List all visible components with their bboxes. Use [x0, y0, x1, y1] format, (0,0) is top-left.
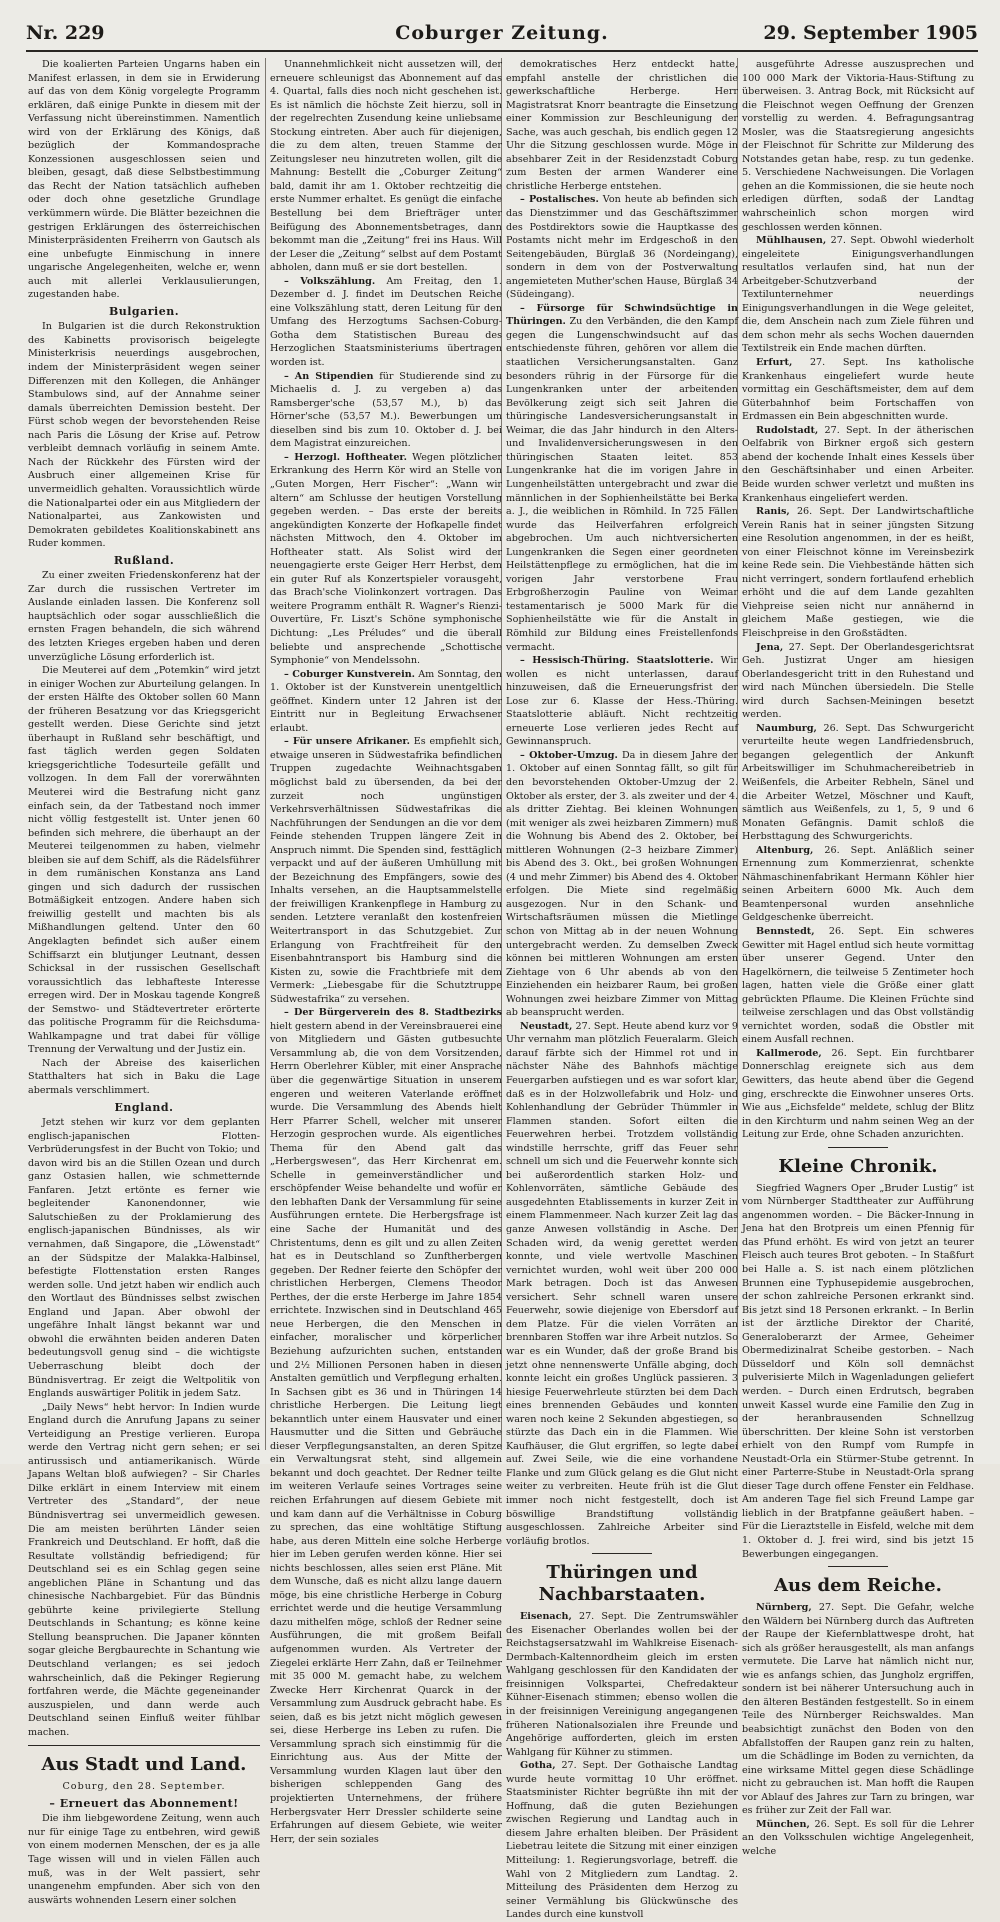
article-paragraph: ausgeführte Adresse auszusprechen und 100 000 Mark der Viktoria-Haus-Stiftung zu überweisen. 3. Antrag Bock, mit Rücksicht auf die Fleischnot wegen Oeffnung der Grenzen vorstellig zu werden. 4. Befragungsantrag Mosler, was die Staatsregierung angesichts der Fleischnot für Schritte zur Milderung des Notstandes getan habe, resp. zu tun gedenke. 5. Verschiedene Nachweisungen. Die Vorlagen gehen an die Kommissionen, die sie heute noch erledigen dürften, sodaß der Landtag wahrscheinlich schon morgen wird geschlossen werden können.: [742, 59, 974, 233]
article-heading: – Erneuert das Abonnement!: [49, 1796, 239, 1810]
article-paragraph: In Bulgarien ist die durch Rekonstruktion des Kabinetts provisorisch beigelegte Ministerkrisis neuerdings ausgebrochen, indem der Ministerpräsident wegen seiner Differenzen mit den Kollegen, die Anhänger Stambulows sind, auf der Annahme seiner damals überreichten Demission besteht. Der Fürst schob wegen der bevorstehenden Reise nach Paris die Lösung der Krise auf. Petrow verbleibt demnach vorläufig in seinem Amte. Nach der Rückkehr des Fürsten wird der Ausbruch einer allgemeinen Krise für unvermeidlich gehalten. Voraussichtlich würde die Nationalpartei oder ein aus Mitgliedern der Nationalpartei, aus Zankowisten und Demokraten gebildetes Koalitionskabinett ans Ruder kommen.: [28, 321, 260, 550]
article-paragraph: „Daily News“ hebt hervor: In Indien wurde England durch die Anrufung Japans zu seiner Verteidigung an Prestige verlieren. Europa werde den Vertrag nicht gern sehen; er sei antirussisch und antiamerikanisch. Würde Japans Weltan bloß aufwiegen? – Sir Charles Dilke erklärt in einem Interview mit einem Vertreter des „Standard“, der neue Bündnisvertrag sei unvermeidlich gewesen. Die am meisten berührten Länder seien Frankreich und Deutschland. Er hofft, daß die Resultate vollständig befriedigend; für Deutschland sei es ein Schlag gegen seine angeblichen Pläne in Schantung und das chinesische Nachbargebiet. Für das Bündnis gebührte keine privilegierte Stellung Deutschlands in Schantung; es könne keine Stellung beanspruchen. Die Japaner könnten sogar gleiche Bergbaurechte in Schantung wie Deutschland verlangen; es sei jedoch wahrscheinlich, daß die Pekinger Regierung fortfahren werde, die Mächte gegeneinander auszuspielen, und dann werde auch Deutschland seinen Einfluß weiter fühlbar machen.: [28, 1401, 260, 1738]
article-text: 26. Sept. Anläßlich seiner Ernennung zum Kommerzienrat, schenkte Nähmaschinenfabrikant Hermann Köhler hier seinen Arbeitern 6000 Mk. Auch dem Beamtenpersonal wurden ansehnliche Geldgeschenke überreicht.: [742, 844, 974, 924]
article-text: 27. Sept. Ins katholische Krankenhaus eingeliefert wurde heute vormittag ein Geschäftsmeister, dem auf dem Güterbahnhof beim Fortschaffen von Erdmassen ein Bein abgeschnitten wurde.: [742, 357, 974, 423]
article-heading: – Volkszählung.: [284, 275, 376, 287]
column-1: [28, 58, 260, 1906]
article-heading: Naumburg,: [756, 722, 817, 734]
article-heading: – Fürsorge für Schwindsüchtige in Thüringen.: [506, 302, 738, 328]
article-text: 27. Sept. Der Oberlandesgerichtsrat Geh. Justizrat Unger am hiesigen Oberlandesgericht tritt in den Ruhestand und wird nach München übersiedeln. Die Stelle wird durch Sachsen-Meiningen besetzt werden.: [742, 641, 974, 721]
article-paragraph: Unannehmlichkeit nicht aussetzen will, der erneuere schleunigst das Abonnement auf das 4. Quartal, falls dies noch nicht geschehen ist. Es ist nämlich die höchste Zeit hierzu, soll in der regelrechten Zusendung keine unliebsame Stockung eintreten. Aber auch für diejenigen, die zu dem alten, treuen Stamme der Zeitungsleser neu hinzutreten wollen, gilt die Mahnung: Bestellt die „Coburger Zeitung“ bald, damit ihr am 1. Oktober rechtzeitig die erste Nummer erhaltet. Es genügt die einfache Bestellung bei dem Briefträger unter Beifügung des Abonnementsbetrages, dann bekommt man die „Zeitung“ frei ins Haus. Will der Leser die „Zeitung“ selbst auf dem Postamt abholen, dann muß er sie dort bestellen.: [270, 59, 502, 274]
article-text: 26. Sept. Ein schweres Gewitter mit Hagel entlud sich heute vormittag über unserer Gegend. Unter den Hagelkörnern, die teilweise 5 Zentimeter hoch lagen, hatten viele die Größe einer glatt gebrückten Pflaume. Die Kleinen Früchte sind teilweise zerschlagen und das Obst vollständig vernichtet worden, sodaß die Obstler mit einem Ausfall rechnen.: [742, 926, 974, 1046]
article-heading: – Coburger Kunstverein.: [284, 668, 416, 680]
section-title: Aus dem Reiche.: [774, 1575, 942, 1597]
article-heading: – Oktober-Umzug.: [520, 749, 618, 761]
article-heading: – An Stipendien: [284, 370, 374, 382]
article-text: 27. Sept. In der ätherischen Oelfabrik von Birkner ergoß sich gestern abend der kochende Inhalt eines Kessels über den Geschäftsinhaber und einen Arbeiter. Beide wurden schwer verletzt und mußten ins Krankenhaus eingeliefert werden.: [742, 424, 974, 504]
article-text: Am Freitag, den 1. Dezember d. J. findet im Deutschen Reiche eine Volkszählung statt, deren Leitung für den Umfang des Herzogtums Sachsen-Coburg-Gotha dem Statistischen Bureau des Herzoglichen Staatsministeriums übertragen worden ist.: [270, 275, 502, 369]
masthead-rule: [26, 50, 978, 52]
article-heading: Altenburg,: [756, 844, 814, 856]
article-heading: – Hessisch-Thüring. Staatslotterie.: [520, 655, 714, 667]
newspaper-title: Coburger Zeitung.: [395, 22, 609, 44]
section-divider: [828, 1566, 888, 1567]
section-title: Aus Stadt und Land.: [41, 1754, 247, 1776]
article-heading: Rudolstadt,: [756, 424, 819, 436]
article-paragraph: demokratisches Herz entdeckt hatte, empfahl anstelle der christlichen die gewerkschaftliche Herberge. Herr Magistratsrat Knorr beantragte die Einsetzung einer Kommission zur Beschleunigung der Sache, was auch geschah, bis endlich gegen 12 Uhr die Sitzung geschlossen wurde. Möge in absehbarer Zeit in der Residenzstadt Coburg zum Besten der armen Wanderer eine christliche Herberge entstehen.: [506, 59, 738, 192]
article-heading: – Der Bürgerverein des 8. Stadtbezirks: [284, 1007, 502, 1019]
article-text: 27. Sept. Obwohl wiederholt eingeleitete Einigungsverhandlungen resultatlos verlaufen sind, hat nun der Arbeitgeber-Schutzverband der Textilunternehmer neuerdings Einigungsverhandlungen in die Wege geleitet, die, dem Anschein nach zum Ziele führen und dem schon mehr als sechs Wochen dauernden Textilstreik ein Ende machen dürften.: [742, 235, 974, 355]
article-text: Da in diesem Jahre der 1. Oktober auf einen Sonntag fällt, so gilt für den bevorstehenden Oktober-Umzug der 2. Oktober als erster, der 3. als zweiter und der 4. als dritter Ziehtag. Bei kleinen Wohnungen (mit weniger als zwei heizbaren Zimmern) muß die Wohnung bis Abend des 2. Oktober, bei mittleren Wohnungen (2–3 heizbare Zimmer) bis Abend des 3. Okt., bei großen Wohnungen (4 und mehr Zimmer) bis Abend des 4. Oktober erfolgen. Die Miete sind regelmäßig ausgezogen. Nur in den Schank- und Wirtschaftsräumen müssen die Mietlinge schon von Mittag ab in der neuen Wohnung untergebracht werden. Zu demselben Zweck können bei mittleren Wohnungen am ersten Ziehtage von 6 Uhr abends ab von den Einziehenden ein heizbarer Raum, bei großen Wohnungen zwei heizbare Zimmer von Mittag ab beansprucht werden.: [506, 749, 739, 1019]
article-text: 26. Sept. Das Schwurgericht verurteilte heute wegen Landfriedensbruch, begangen gelegentlich der Ankunft Arbeitswilliger im Schuhmachereibetrieb in Weißenfels, die Arbeiter Rebheln, Sänel und die Arbeiter Wetzel, Möschner und Kauft, sämtlich aus Weißenfels, zu 1, 5, 9 und 6 Monaten Gefängnis. Damit schloß die Herbsttagung des Schwurgerichts.: [742, 722, 974, 843]
article-text: 27. Sept. Die Zentrumswähler des Eisenacher Oberlandes wollen bei der Reichstagsersatzwahl im Wahlkreise Eisenach-Dermbach-Kaltennordheim gleich im ersten Wahlgang geschlossen für den Kandidaten der freisinnigen Volkspartei, Chefredakteur Kühner-Eisenach stimmen; ebenso wollen die in der freisinnigen Vereinigung angegangenen früheren Nationalsozialen ihre Freunde und Angehörige aufforderten, gleich im ersten Wahlgang für Kühner zu stimmen.: [506, 1611, 738, 1758]
article-paragraph: Die koalierten Parteien Ungarns haben ein Manifest erlassen, in dem sie in Erwiderung auf das von dem König vorgelegte Programm erklären, daß einige Punkte in diesem mit der Verfassung nicht übereinstimmen. Namentlich wird von der Erklärung des Königs, daß bezüglich der Kommandosprache Konzessionen ausgeschlossen seien und bleiben, gesagt, daß diese Selbstbestimmung das Recht der Nation tatsächlich aufheben oder doch ohne gesetzliche Grundlage verkümmern würde. Die Blätter bezeichnen die gestrigen Erklärungen des österreichischen Ministerpräsidenten Freiherrn von Gautsch als eine unbefugte Einmischung in innere ungarische Angelegenheiten, welche er, wenn auch mit allerlei Verklausulierungen, zugestanden habe.: [28, 59, 260, 301]
column-2: [270, 58, 502, 1845]
article-text: Von heute ab befinden sich das Dienstzimmer und das Geschäftszimmer des Postdirektors sowie die Hauptkasse des Postamts nicht mehr im Erdgeschoß in den Seitengebäuden, Bürglaß 36 (Nordeingang), sondern in dem von der Postverwaltung angemieteten Muther'schen Hause, Bürglaß 34 (Südeingang).: [506, 194, 738, 301]
masthead: [26, 18, 978, 48]
section-divider: [28, 1745, 260, 1746]
article-text: 26. Sept. Es soll für die Lehrer an den Volksschulen wichtige Angelegenheit, welche: [742, 1818, 974, 1857]
section-divider: [592, 1553, 652, 1554]
article-text: Am Sonntag, den 1. Oktober ist der Kunstverein unentgeltlich geöffnet. Kindern unter 12 Jahren ist der Eintritt nur in Begleitung Erwachsener erlaubt.: [270, 668, 502, 734]
article-heading: Gotha,: [520, 1760, 556, 1772]
article-text: 27. Sept. Die Gefahr, welche den Wäldern bei Nürnberg durch das Auftreten der Raupe der Kiefernblattwespe droht, hat sich als größer herausgestellt, als man anfangs vermutete. Die Larve hat nämlich nicht nur, wie es anfangs schien, das Jungholz ergriffen, sondern ist bei näherer Untersuchung auch in den älteren Beständen festgestellt. So in einem Teile des Nürnberger Reichswaldes. Man beabsichtigt zunächst den Boden von den Abfallstoffen der Raupen ganz rein zu halten, um die Schädlinge im Boden zu vernichten, da eine wirksame Mittel gegen diese Schädlinge nicht zu gebrauchen ist. Man hofft die Raupen vor Ablauf des Jahres zur Tarn zu bringen, war es früher zur Zeit der Fall war.: [742, 1602, 974, 1817]
article-heading: Erfurt,: [756, 357, 793, 369]
issue-number: Nr. 229: [26, 22, 105, 44]
article-text: Wegen plötzlicher Erkrankung des Herrn Kör wird an Stelle von „Guten Morgen, Herr Fischer“: „Wann wir altern“ am Schlusse der heutigen Vorstellung gegeben werden. – Das erste der bereits angekündigten Konzerte der Hofkapelle findet nächsten Mittwoch, den 4. Oktober im Hoftheater statt. Als Solist wird der neuengagierte erste Geiger Herr Herbst, dem ein guter Ruf als Konzertspieler vorausgeht, das Brach'sche Violinkonzert vortragen. Das weitere Programm enthält R. Wagner's Rienzi-Ouvertüre, Fr. Liszt's Schöne symphonische Dichtung: „Les Préludes“ und die überall beliebte und ansprechende „Schottische Symphonie“ von Mendelssohn.: [270, 451, 502, 667]
article-heading: München,: [756, 1818, 810, 1830]
article-paragraph: Jetzt stehen wir kurz vor dem geplanten englisch-japanischen Flotten-Verbrüderungsfest in der Bucht von Tokio; und davon wird bis an die Stillen Ozean und durch ganz Ostasien hallen, wie schmetternde Fanfaren. Jetzt ertönte es ferner wie begleitender Kanonendonner, wie Salutschießen zu der Proklamierung des englisch-japanischen Bündnisses, als wir vernahmen, daß Singapore, die „Löwenstadt“ an der Südspitze der Malakka-Halbinsel, befestigte Flottenstation ersten Ranges werden solle. Und jetzt haben wir endlich auch den Wortlaut des Bündnisses selbst zwischen England und Japan. Aber obwohl der ungefähre Inhalt längst bekannt war und obwohl die erwähnten beiden anderen Daten bedeutungsvoll genug sind – die wichtigste Ueberraschung bleibt doch der Bündnisvertrag. Er zeigt die Weltpolitik von Englands auswärtiger Politik in jedem Satz.: [28, 1117, 260, 1400]
section-title: Kleine Chronik.: [778, 1155, 938, 1177]
article-text: hielt gestern abend in der Vereinsbrauerei eine von Mitgliedern und Gästen gutbesuchte Versammlung ab, die von dem Vorsitzenden, Herrn Oberlehrer Kübler, mit einer Ansprache über die gegenwärtige Situation in unserem engeren und weiteren Vaterlande eröffnet wurde. Die Versammlung des Abends hielt Herr Pfarrer Schell, welcher mit unserer Herzogin gesprochen wurde. Als eigentliches Thema für den Abend galt das „Herbergswesen“, das Herr Kirchenrat em. Schelle in gemeinverständlicher und erschöpfender Weise behandelte und wofür er den lebhaften Dank der Versammlung für seine Ausführungen erntete. Die Herbergsfrage ist eine Sache der Humanität und des Christentums, denn es gilt und zu allen Zeiten hat es in Deutschland so Zunftherbergen gegeben. Der Redner feierte den Schöpfer der christlichen Herbergen, Clemens Theodor Perthes, der die erste Herberge im Jahre 1854 errichtete. Inzwischen sind in Deutschland 465 neue Herbergen, die den Menschen in einfacher, moralischer und körperlicher Beziehung aufzurichten suchen, entstanden und 2½ Millionen Personen haben in diesen Anstalten gemütlich und Verpflegung erhalten. In Sachsen gibt es 36 und in Thüringen 14 christliche Herbergen. Die Leitung liegt bekanntlich unter einem Hausvater und einer Hausmutter und die Sitten und Gebräuche dieser Verpflegungsanstalten, an deren Spitze ein Verwaltungsrat steht, sind allgemein bekannt und doch geachtet. Der Redner teilte im weiteren Verlaufe seines Vortrages seine reichen Erfahrungen auf diesem Gebiete mit und kam dann auf die Verhältnisse in Coburg zu sprechen, das eine wohltätige Stiftung habe, aus deren Mitteln eine solche Herberge hier im Leben gerufen werden könne. Hier sei nichts beschlossen, alles seien erst Pläne. Mit dem Wunsche, daß es nicht allzu lange dauern möge, bis eine christliche Herberge in Coburg errichtet werde und die heutige Versammlung dazu mithelfen möge, schloß der Redner seine Ausführungen, die mit großem Beifall aufgenommen wurden. Als Vertreter der Ziegelei erklärte Herr Zahn, daß er Teilnehmer mit 35 000 M. gemacht habe, zu welchem Zwecke Herr Kirchenrat Quarck in der Versammlung zum Ausdruck gebracht habe. Es seien, daß es bis jetzt nicht möglich gewesen sei, diese Herberge ins Leben zu rufen. Die Versammlung sprach sich einstimmig für die Einrichtung aus. Aus der Mitte der Versammlung wurden Klagen laut über den bisherigen schleppenden Gang des projektierten Unternehmens, der frühere Herbergsvater Herr Dressler schilderte seine Erfahrungen auf diesem Gebiete, wie weiter Herr, der sein soziales: [270, 1020, 502, 1845]
article-text: 26. Sept. Der Landwirtschaftliche Verein Ranis hat in seiner jüngsten Sitzung eine Resolution angenommen, in der es heißt, von einer Fleischnot könne im Vereinsbezirk keine Rede sein. Die Viehbestände hätten sich nicht verringert, sondern fortlaufend erheblich erhöht und die auf dem Lande gezahlten Viehpreise seien nicht nur annähernd in gleichem Maße gestiegen, wie die Fleischpreise in den Großstädten.: [742, 506, 974, 639]
article-paragraph: Zu einer zweiten Friedenskonferenz hat der Zar durch die russischen Vertreter im Auslande einladen lassen. Die Konferenz soll hauptsächlich oder sogar ausschließlich die ernsten Fragen behandeln, die sich während des letzten Krieges ergeben haben und deren unverzügliche Lösung erforderlich ist.: [28, 570, 260, 663]
article-paragraph: Die Meuterei auf dem „Potemkin“ wird jetzt in einiger Wochen zur Aburteilung gelangen. In der ersten Hälfte des Oktober sollen 60 Mann der früheren Besatzung vor das Kriegsgericht gestellt werden. Diese Gerichte sind jetzt überhaupt in Rußland sehr beschäftigt, und fast täglich werden gegen Soldaten kriegsgerichtliche Todesurteile gefällt und vollzogen. In dem Fall der vorerwähnten Meuterei wird die Bestrafung nicht ganz einfach sein, da der Tatbestand noch immer nicht völlig festgestellt ist. Unter jenen 60 befinden sich mehrere, die überhaupt an der Meuterei teilgenommen zu haben, vielmehr bleiben sie auf dem Schiff, als die Rädelsführer in dem rumänischen Konstanza ans Land gingen und sich dadurch der russischen Botmäßigkeit entzogen. Andere haben sich freiwillig gestellt und machten bis als Mißhandlungen geltend. Unter den 60 Angeklagten befindet sich außer einem Schiffsarzt ein blutjunger Leutnant, dessen Schicksal in der russischen Gesellschaft voraussichtlich das lebhafteste Interesse erregen wird. Der in Moskau tagende Kongreß der Semstwo- und Städtevertreter erörterte das politische Programm für die Reichsduma-Wahlkampagne und trat dabei für völlige Trennung der Verwaltung und der Justiz ein.: [28, 665, 260, 1056]
article-heading: Jena,: [756, 641, 784, 653]
article-heading: Kallmerode,: [756, 1047, 822, 1059]
column-4: [742, 58, 974, 1857]
article-heading: Bennstedt,: [756, 926, 815, 937]
article-text: für Studierende sind zu Michaelis d. J. zu vergeben a) das Ramsberger'sche (53,57 M.), b) das Hörner'sche (53,57 M.). Bewerbungen um dieselben sind bis zum 10. Oktober d. J. bei dem Magistrat einzureichen.: [270, 370, 502, 450]
article-heading: – Für unsere Afrikaner.: [284, 736, 410, 748]
section-heading: England.: [114, 1100, 174, 1114]
article-text: 27. Sept. Der Gothaische Landtag wurde heute vormittag 10 Uhr eröffnet. Staatsminister Richter begrüßte ihn mit der Hoffnung, daß die guten Beziehungen zwischen Regierung und Landtag auch in diesem Jahre erhalten bleiben. Der Präsident Liebetrau leitete die Sitzung mit einer einzigen Mitteilung: 1. Regierungsvorlage, betreff. die Wahl von 2 Mitgliedern zum Landtag. 2. Mitteilung des Präsidenten dem Herzog zu seiner Vermählung bis Glückwünsche des Landes durch eine kunstvoll: [506, 1760, 738, 1921]
article-heading: Ranis,: [756, 506, 790, 518]
section-heading: Rußland.: [113, 553, 175, 567]
column-divider: [265, 58, 266, 1450]
article-text: Wir wollen es nicht unterlassen, darauf hinzuweisen, daß die Erneuerungsfrist der Lose zur 6. Klasse der Hess.-Thüring. Staatslotterie abläuft. Nicht rechtzeitig erneuerte Lose verlieren jedes Recht auf Gewinnanspruch.: [506, 655, 738, 748]
section-heading: Bulgarien.: [108, 304, 180, 318]
article-text: 26. Sept. Ein furchtbarer Donnerschlag ereignete sich aus dem Gewitters, das heute abend über die Gegend ging, erschreckte die Einwohner unseres Orts. Wie aus „Eichsfelde“ meldete, schlug der Blitz in den Kirchturm und nahm seinen Weg an der Leitung zur Erde, ohne Schaden anzurichten.: [742, 1047, 974, 1141]
article-text: Zu den Verbänden, die den Kampf gegen die Lungenschwindsucht auf das entschiedenste führen, gehören vor allem die staatlichen Versicherungsanstalten. Ganz besonders rührig in der Fürsorge für die Lungenkranken unter der arbeitenden Bevölkerung zeigt sich seit Jahren die thüringische Landesversicherungsanstalt in Weimar, die das Jahr hindurch in den Alters- und Invalidenversicherungswesen in den thüringischen Staaten leitet. 853 Lungenkranke hat die im vorigen Jahre in Lungenheilstätten untergebracht und zwar die männlichen in der Sophienheilstätte bei Berka a. J., die weiblichen in Römhild. In 725 Fällen wurde das Heilverfahren erfolgreich abgebrochen. Um auch nichtversicherten Lungenkranken die Segen einer geordneten Heilstättenpflege zu ermöglichen, hat die im vorigen Jahr verstorbene Frau Erbgroßherzogin Pauline von Weimar testamentarisch je 5000 Mark für die Sophienheilstätte wie für die Anstalt in Römhild zur Bildung eines Freistellenfonds vermacht.: [506, 316, 738, 653]
section-title: Thüringen und Nachbarstaaten.: [538, 1562, 706, 1606]
article-heading: Nürnberg,: [756, 1602, 812, 1614]
dateline: Coburg, den 28. September.: [62, 1781, 226, 1793]
article-heading: Neustadt,: [520, 1020, 573, 1032]
article-heading: Eisenach,: [520, 1611, 572, 1623]
article-paragraph: Siegfried Wagners Oper „Bruder Lustig“ ist vom Nürnberger Stadttheater zur Aufführung angenommen worden. – Die Bäcker-Innung in Jena hat den Brotpreis um einen Pfennig für das Pfund erhöht. Es wird von jetzt an teurer Fleisch auch teures Brot geboten. – In Staßfurt bei Halle a. S. ist nach einem plötzlichen Brunnen eine Typhusepidemie ausgebrochen, der schon zahlreiche Personen erkrankt sind. Bis jetzt sind 18 Personen erkrankt. – In Berlin ist der ärztliche Direktor der Charité, Generaloberarzt der Armee, Geheimer Obermedizinalrat Scheibe gestorben. – Nach Düsseldorf und Köln soll demnächst pulverisierte Milch in Wagenladungen geliefert werden. – Durch einen Erdrutsch, begraben unweit Kassel wurde eine Familie den Zug in der heranbrausenden Schnellzug überschritten. Der kleine Sohn ist verstorben erhielt von den Rumpf vom Rumpfe in Neustadt-Orla ein Stürmer-Stube getrennt. In einer Parterre-Stube in Neustadt-Orla sprang dieser Tage durch offene Fenster ein Feldhase. Am anderen Tage fiel sich Freund Lampe gar lieblich in der Bratpfanne geäußert haben. – Für die Lieraztstelle in Eisfeld, welche mit dem 1. Oktober d. J. frei wird, sind bis jetzt 15 Bewerbungen eingegangen.: [742, 1182, 974, 1560]
column-3: [506, 58, 739, 1921]
article-heading: – Herzogl. Hoftheater.: [284, 451, 407, 463]
article-heading: Mühlhausen,: [756, 235, 827, 247]
article-text: Es empfiehlt sich, etwaige unseren in Südwestafrika befindlichen Truppen zugedachte Weihnachtsgaben möglichst bald zu übersenden, da bei der zurzeit noch ungünstigen Verkehrsverhältnissen Südwestafrikas die Nachführungen der Sendungen an die vor dem Feinde stehenden Truppen längere Zeit in Anspruch nimmt. Die Spenden sind, festtäglich verpackt und auf der äußeren Umhüllung mit der Bezeichnung des Empfängers, sowie des Inhalts versehen, an die Hauptsammelstelle der freiwilligen Krankenpflege in Hamburg zu senden. Letztere veranlaßt den kostenfreien Weitertransport in das Schutzgebiet. Zur Erlangung von Frachtfreiheit für den Eisenbahntransport bis Hamburg sind die Kisten zu, sowie die Frachtbriefe mit dem Vermerk: „Liebesgabe für die Schutztruppe Südwestafrika“ zu versehen.: [270, 736, 502, 1005]
article-text: 27. Sept. Heute abend kurz vor 9 Uhr vernahm man plötzlich Feueralarm. Gleich darauf färbte sich der Himmel rot und in nächster Nähe des Bahnhofs mächtige Feuergarben aufstiegen und es war sofort klar, daß es in der Holzwollefabrik und Holz- und Kohlenhandlung der Gebrüder Thümmler in Flammen standen. Sofort eilten die Feuerwehren herbei. Trotzdem vollständig windstille herrschte, griff das Feuer sehr schnell um sich und die Feuerwehr konnte sich bei außerordentlich starken Holz- und Kohlenvorräten, sämtliche Gebäude des ausgedehnten Etablissements in kurzer Zeit in einem Flammenmeer. Nach kurzer Zeit lag das ganze Anwesen vollständig in Asche. Der Schaden wird, da wenig gerettet werden konnte, und viele wertvolle Maschinen vernichtet wurden, wohl weit über 200 000 Mark betragen. Doch ist das Anwesen versichert. Sehr schnell waren unsere Feuerwehr, sowie diejenige von Ebersdorf auf dem Platze. Für die vielen Vorräten an brennbaren Stoffen war ihre Arbeit nutzlos. So war es ein Wunder, daß der große Brand bis jetzt ohne nennenswerte Unfälle abging, doch konnte leicht ein großes Unglück passieren. 3 hiesige Feuerwehrleute stürzten bei dem Dach eines brennenden Gebäudes und konnten waren noch keine 2 Sekunden abgestiegen, so stürzte das Dach ein in die Flammen. Wie Kaufhäuser, die Glut ergriffen, so legte dabei auf. Zwei Seile, wie die eine vorhandene Flanke und zum Glück gelang es die Glut nicht weiter zu verbreiten. Heute früh ist die Glut immer noch nicht festgestellt, doch ist böswillige Brandstiftung vollständig ausgeschlossen. Zahlreiche Arbeiter sind vorläufig brotlos.: [506, 1020, 738, 1547]
section-divider: [828, 1147, 888, 1148]
issue-date: 29. September 1905: [763, 22, 978, 44]
article-paragraph: Die ihm liebgewordene Zeitung, wenn auch nur für einige Tage zu entbehren, wird gewiß von einem modernen Menschen, der es ja alle Tage wissen will und in vielen Fällen auch muß, was in der Welt passiert, sehr unangenehm empfunden. Aber sich von den auswärts wohnenden Lesern einer solchen: [28, 1813, 260, 1906]
article-heading: – Postalisches.: [520, 194, 599, 206]
article-paragraph: Nach der Abreise des kaiserlichen Statthalters hat sich in Baku die Lage abermals verschlimmert.: [28, 1057, 260, 1097]
